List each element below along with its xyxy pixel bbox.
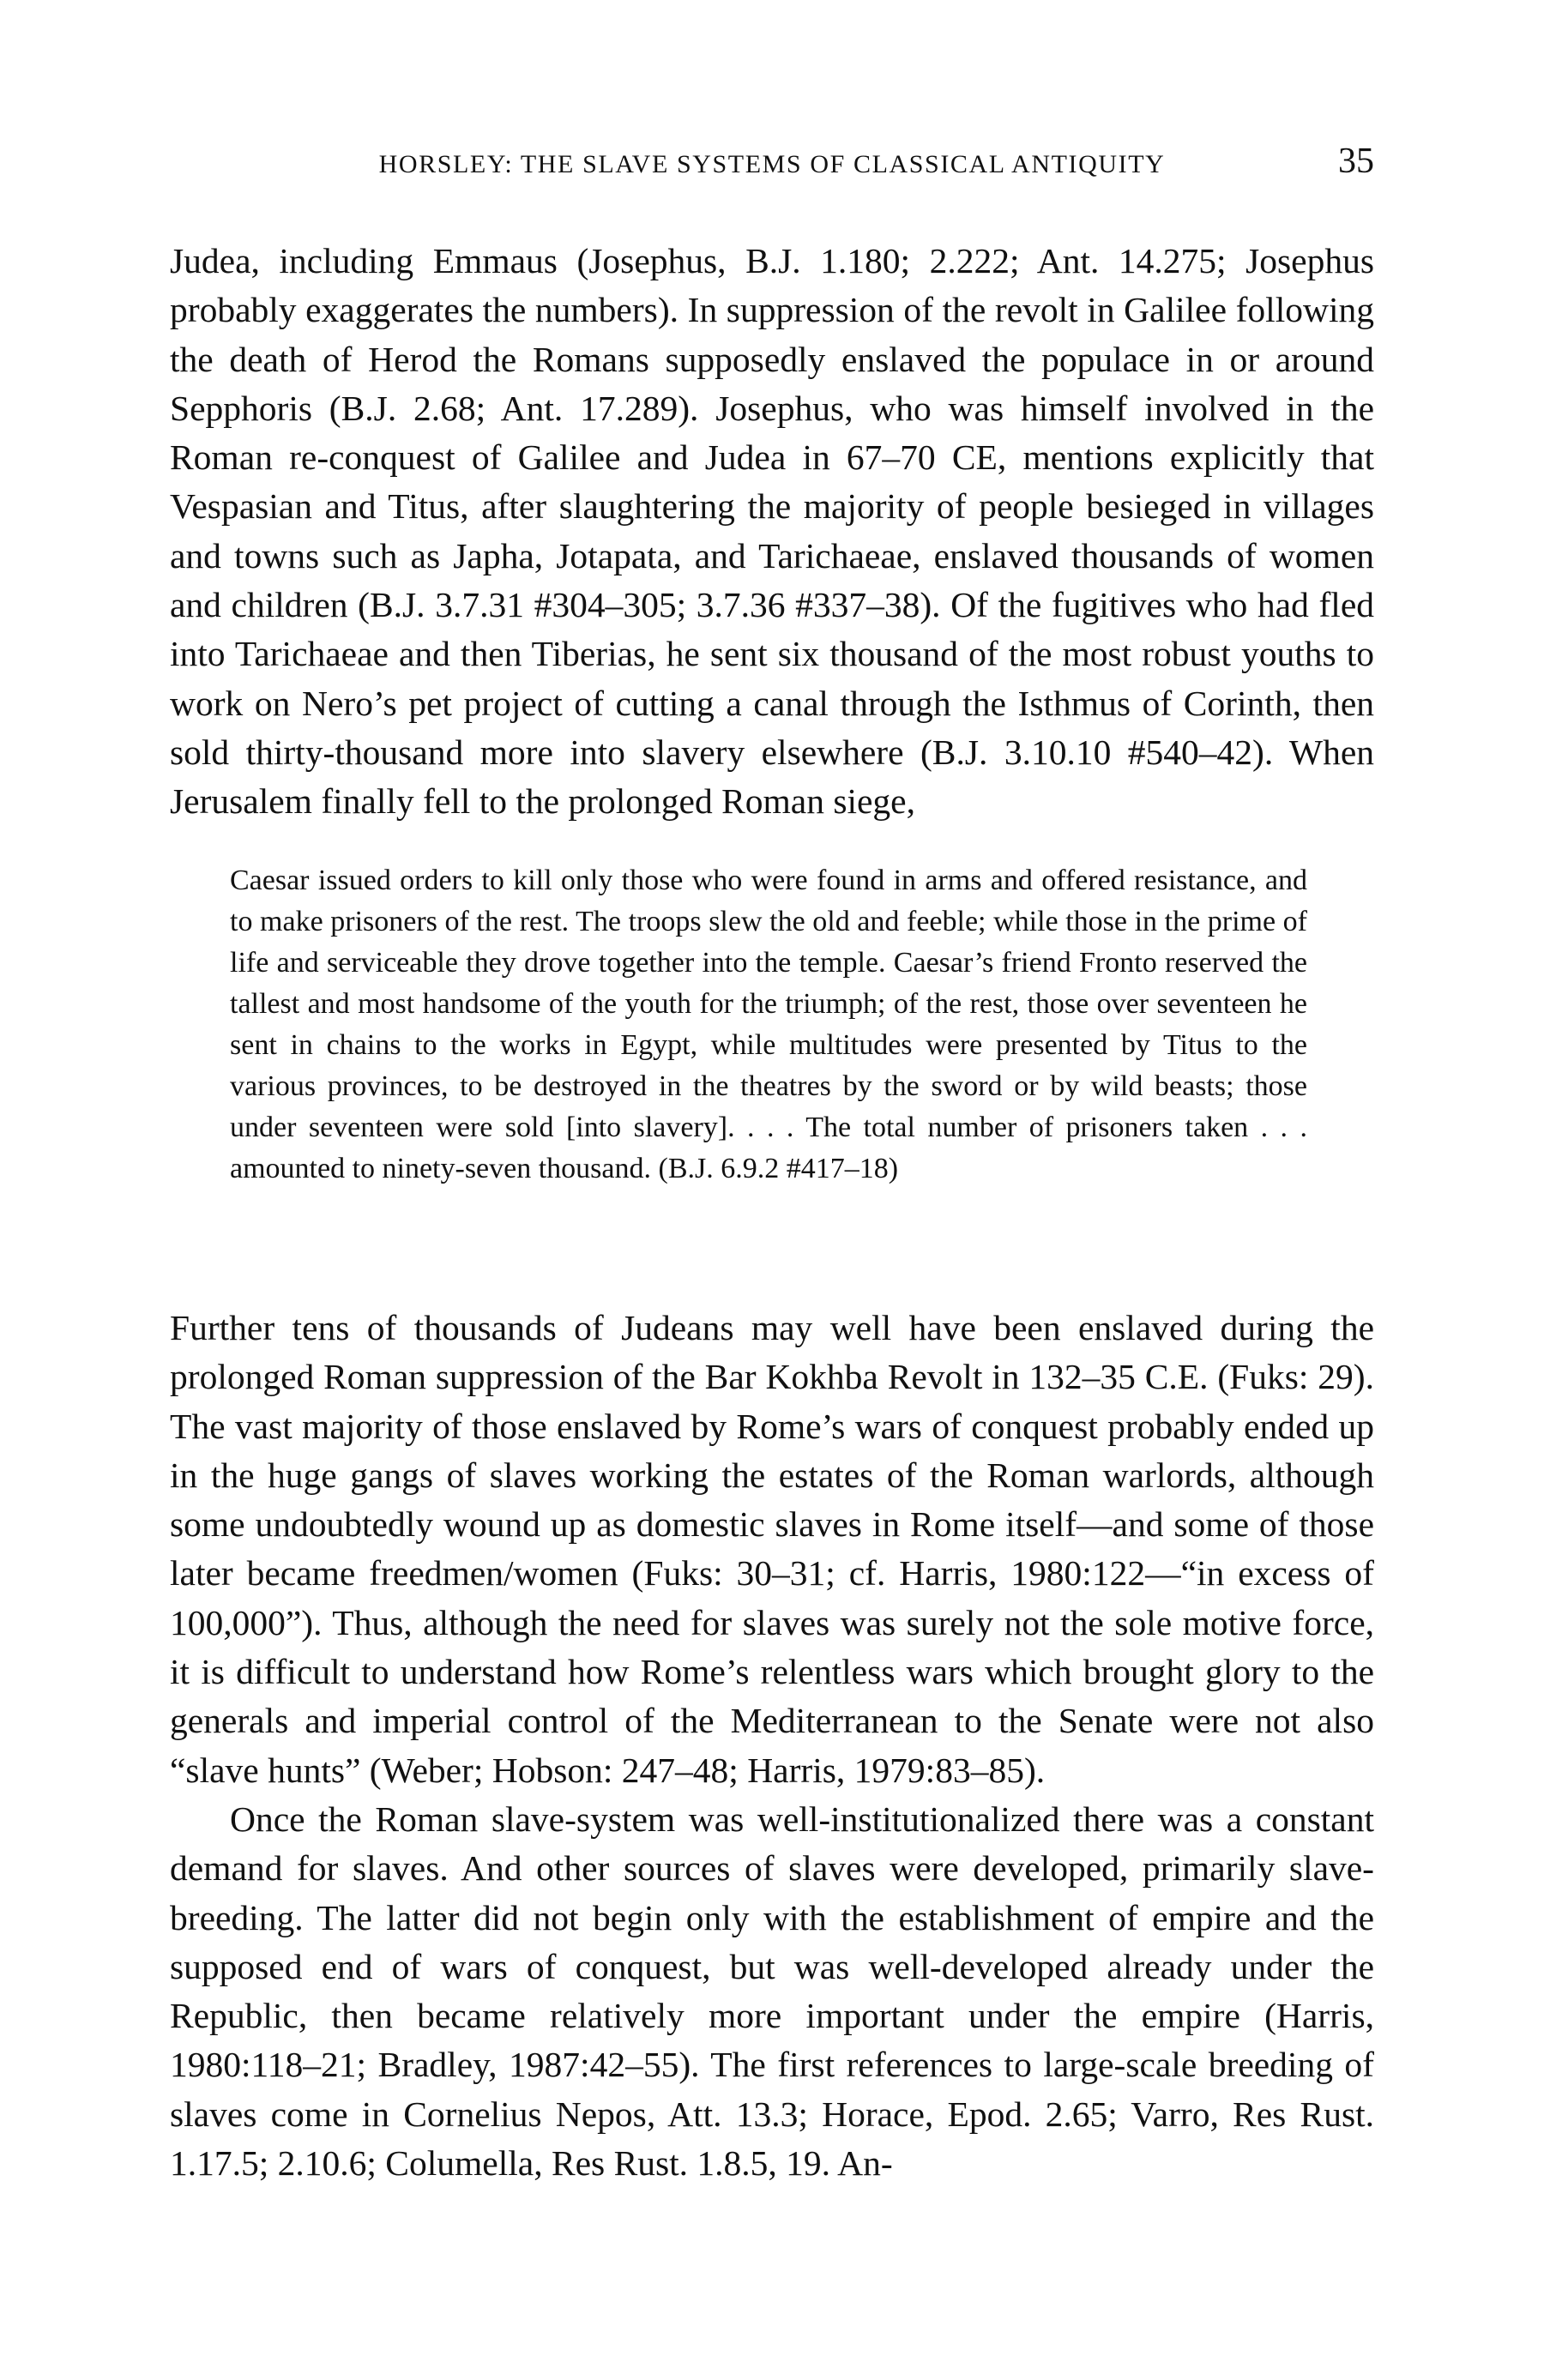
paragraph: Judea, including Emmaus (Josephus, B.J. 1.180; 2.222; Ant. 14.275; Josephus probably exaggerates the numbers). In suppression of the revolt in Galilee following the death of Herod the Romans supposedly enslaved the populace in or around Sepphoris (B.J. 2.68; Ant. 17.289). Josephus, who was himself involved in the Roman re-conquest of Galilee and Judea in 67–70 CE, mentions explicitly that Vespasian and Titus, after slaughtering the majority of people besieged in villages and towns such as Japha, Jotapata, and Tarichaeae, enslaved thousands of women and children (B.J. 3.7.31 #304–305; 3.7.36 #337–38). Of the fugitives who had fled into Tarichaeae and then Tiberias, he sent six thousand of the most robust youths to work on Nero’s pet project of cutting a canal through the Isthmus of Corinth, then sold thirty-thousand more into slavery elsewhere (B.J. 3.10.10 #540–42). When Jerusalem finally fell to the prolonged Roman siege, bbox=[170, 241, 1374, 822]
page-number: 35 bbox=[1338, 142, 1374, 181]
block-quote: Caesar issued orders to kill only those who were found in arms and offered resistance, and to make prisoners of the rest. The troops slew the old and feeble; while those in the prime of life and serviceable they drove together into the temple. Caesar’s friend Fronto reserved the tallest and most handsome of the youth for the triumph; of the rest, those over seventeen he sent in chains to the works in Egypt, while multitudes were presented by Titus to the various provinces, to be destroyed in the theatres by the sword or by wild beasts; those under seventeen were sold [into slavery]. . . . The total number of prisoners taken . . . amounted to ninety-seven thousand. (B.J. 6.9.2 #417–18) bbox=[230, 865, 1307, 1184]
running-header: HORSLEY: THE SLAVE SYSTEMS OF CLASSICAL ANTIQUITY bbox=[378, 150, 1166, 178]
paragraph: Once the Roman slave-system was well-institutionalized there was a constant demand for slaves. And other sources of slaves were developed, primarily slave-breeding. The latter did not begin only with the establishment of empire and the supposed end of wars of conquest, but was well-developed already under the Republic, then became relatively more important under the empire (Harris, 1980:118–21; Bradley, 1987:42–55). The first references to large-scale breeding of slaves come in Cornelius Nepos, Att. 13.3; Horace, Epod. 2.65; Varro, Res Rust. 1.17.5; 2.10.6; Columella, Res Rust. 1.8.5, 19. An- bbox=[170, 1799, 1374, 2184]
body-text-top bbox=[170, 237, 1374, 827]
body-text-bottom bbox=[170, 1304, 1374, 2188]
paragraph: Further tens of thousands of Judeans may well have been enslaved during the prolonged Roman suppression of the Bar Kokhba Revolt in 132–35 C.E. (Fuks: 29). The vast majority of those enslaved by Rome’s wars of conquest probably ended up in the huge gangs of slaves working the estates of the Roman warlords, although some undoubtedly wound up as domestic slaves in Rome itself—and some of those later became freedmen/women (Fuks: 30–31; cf. Harris, 1980:122—“in excess of 100,000”). Thus, although the need for slaves was surely not the sole motive force, it is difficult to understand how Rome’s relentless wars which brought glory to the generals and imperial control of the Mediterranean to the Senate were not also “slave hunts” (Weber; Hobson: 247–48; Harris, 1979:83–85). bbox=[170, 1308, 1374, 1790]
